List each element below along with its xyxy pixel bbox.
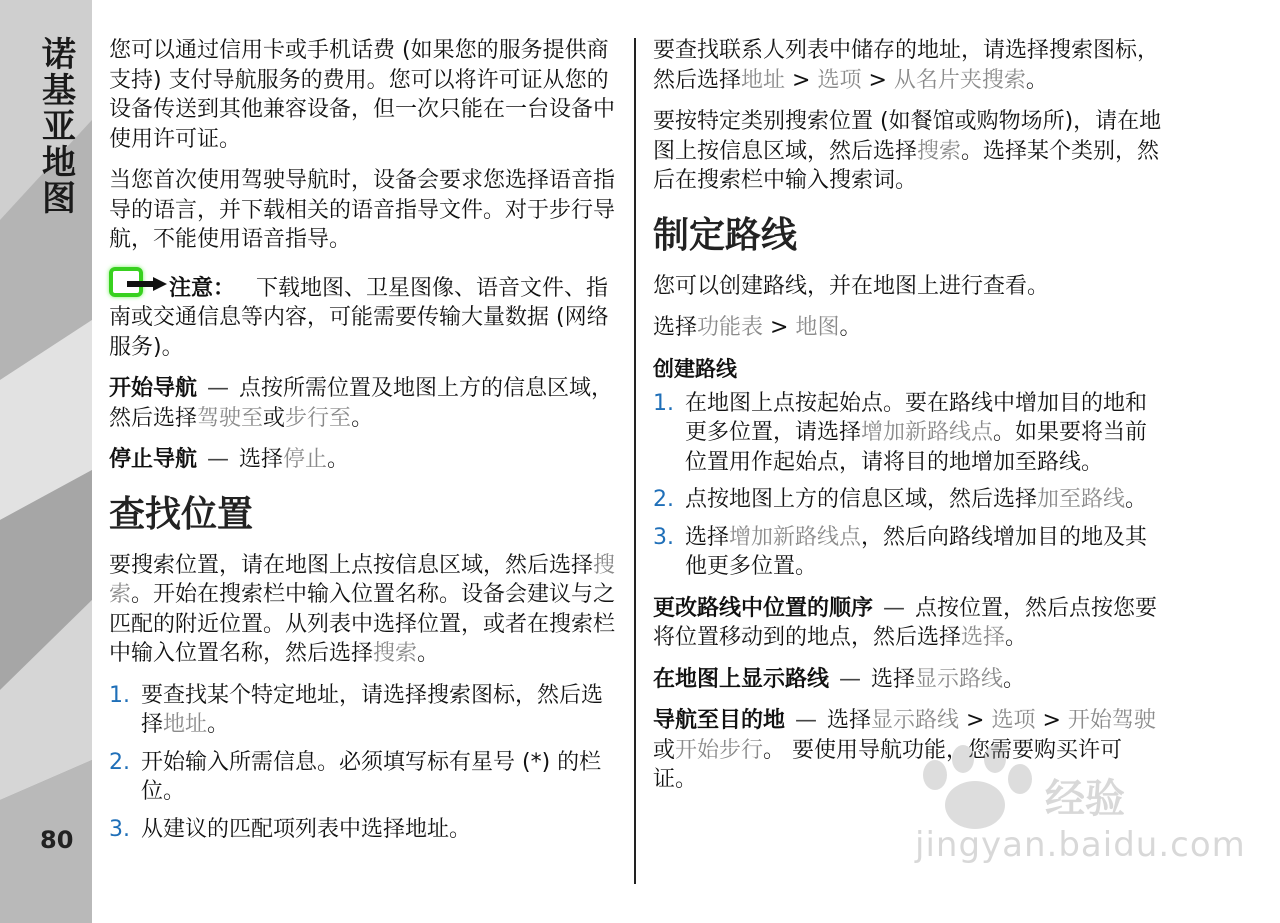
subheading-create-route: 创建路线 — [653, 356, 737, 381]
page-number: 80 — [40, 826, 74, 854]
start-navigation: 开始导航 — 点按所需位置及地图上方的信息区域，然后选择驾驶至或步行至。 — [109, 376, 614, 431]
note-text: 下载地图、卫星图像、语音文件、指南或交通信息等内容，可能需要传输大量数据 (网络服务)。 — [109, 275, 609, 360]
paragraph-route-intro: 您可以创建路线，并在地图上进行查看。 — [653, 273, 1050, 299]
list-item: 3. 选择增加新路线点，然后向路线增加目的地及其他更多位置。 — [653, 524, 1148, 579]
list-item: 3. 从建议的匹配项列表中选择地址。 — [109, 816, 472, 842]
list-item: 2. 开始输入所需信息。必须填写标有星号 (*) 的栏位。 — [109, 749, 602, 804]
paragraph-select-menu: 选择功能表 > 地图。 — [653, 315, 862, 340]
keyword-walk-to: 步行至 — [285, 405, 352, 431]
heading-find-location: 查找位置 — [109, 493, 254, 535]
right-column — [653, 36, 1165, 807]
list-item: 1. 在地图上点按起始点。要在路线中增加目的地和更多位置，请选择增加新路线点。如果要将当前位置用作起始点，请将目的地增加至路线。 — [653, 390, 1148, 475]
note-arrow-icon — [109, 267, 169, 299]
stop-navigation-title: 停止导航 — [109, 447, 198, 472]
find-steps-list — [109, 681, 621, 845]
side-strip — [0, 0, 92, 923]
keyword-drive-to: 驾驶至 — [197, 405, 264, 431]
paragraph-payment: 您可以通过信用卡或手机话费 (如果您的服务提供商支持) 支付导航服务的费用。您可以将许可证从您的设备传送到其他兼容设备，但一次只能在一台设备中使用许可证。 — [109, 38, 616, 152]
list-item: 2. 点按地图上方的信息区域，然后选择加至路线。 — [653, 487, 1148, 512]
heading-plan-route: 制定路线 — [653, 214, 798, 256]
paragraph-category-search: 要按特定类别搜索位置 (如餐馆或购物场所)，请在地图上按信息区域，然后选择搜索。选择某个类别，然后在搜索栏中输入搜索词。 — [653, 109, 1162, 193]
show-route: 在地图上显示路线 — 选择显示路线。 — [653, 666, 1026, 692]
navigate-destination: 导航至目的地 — 选择显示路线 > 选项 > 开始驾驶或开始步行。 要使用导航功能，您需要购买许可证。 — [653, 708, 1156, 792]
paragraph-contacts-search: 要查找联系人列表中储存的地址，请选择搜索图标，然后选择地址 > 选项 > 从名片夹搜索。 — [653, 38, 1160, 93]
reorder-route: 更改路线中位置的顺序 — 点按位置，然后点按您要将位置移动到的地点，然后选择选择。 — [653, 595, 1158, 650]
list-item: 1. 要查找某个特定地址，请选择搜索图标，然后选择地址。 — [109, 682, 604, 737]
start-navigation-title: 开始导航 — [109, 376, 198, 401]
keyword-search-2: 搜索 — [373, 641, 418, 666]
watermark-url: jingyan.baidu.com — [915, 825, 1246, 865]
paragraph-voice-guidance: 当您首次使用驾驶导航时，设备会要求您选择语音指导的语言，并下载相关的语音指导文件。对于步行导航，不能使用语音指导。 — [109, 168, 616, 252]
keyword-stop: 停止 — [283, 447, 328, 472]
paragraph-search: 要搜索位置，请在地图上点按信息区域，然后选择搜索。开始在搜索栏中输入位置名称。设备会建议与之匹配的附近位置。从列表中选择位置，或者在搜索栏中输入位置名称，然后选择搜索。 — [109, 552, 616, 666]
column-divider — [634, 38, 636, 884]
section-title: 诺基亚地图 — [35, 36, 76, 216]
stop-navigation: 停止导航 — 选择停止。 — [109, 447, 350, 472]
route-steps-list — [653, 389, 1165, 582]
watermark-brand: 经验 — [1045, 776, 1125, 822]
keyword-search: 搜索 — [109, 552, 616, 607]
section-tab — [34, 36, 78, 216]
note-label: 注意： — [169, 275, 236, 301]
note-block — [109, 267, 621, 363]
left-column — [109, 36, 621, 856]
